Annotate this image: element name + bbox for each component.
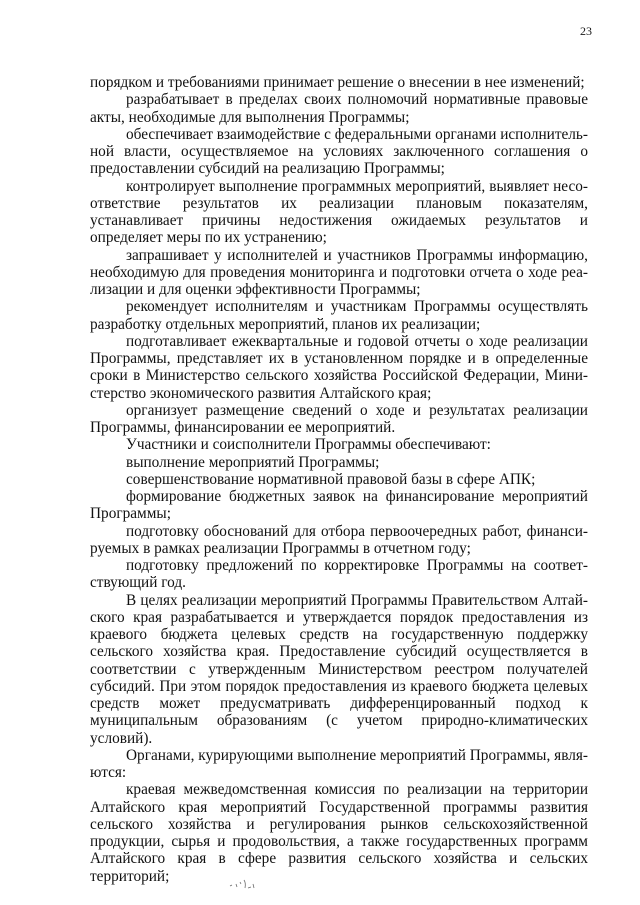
paragraph-1: порядком и требованиями принимает решение о внесении в нее изменений;: [90, 74, 585, 91]
scan-smudge: [228, 872, 268, 896]
paragraph-10: выполнение мероприятий Программы;: [126, 453, 380, 471]
paragraph-8: организует размещение сведений о ходе и результатах реализации Программы, финансировании ее мероприятий.: [90, 401, 588, 436]
paragraph-12: формирование бюджетных заявок на финансирование мероприятий Программы;: [90, 488, 588, 523]
paragraph-6: рекомендует исполнителям и участникам Программы осуществлять разработку отдельных мероприятий, планов их реализации;: [90, 298, 588, 333]
paragraph-5: запрашивает у исполнителей и участников Программы информацию, необходимую для проведения мониторинга и подготовки отчета о ходе реализации и для оценки эффективности Программы;: [90, 246, 588, 298]
paragraph-13: подготовку обоснований для отбора первоочередных работ, финансируемых в рамках реализации Программы в отчетном году;: [90, 522, 588, 557]
page-number: 23: [580, 24, 592, 38]
paragraph-9: Участники и соисполнители Программы обеспечивают:: [126, 436, 491, 454]
paragraph-4: контролирует выполнение программных мероприятий, выявляет несоответствие результатов их реализации плановым показателям, устанавливает причины недостижения ожидаемых результатов и определяет меры по их устранению;: [90, 177, 588, 247]
paragraph-15: В целях реализации мероприятий Программы Правительством Алтайского края разрабатывается и утверждается порядок предоставления из краевого бюджета целевых средств на государственную поддержку сельского хозяйства края. Предоставление субсидий осуществляется в соответствии с утвержденным Министерством реестром получателей субсидий. При этом порядок предоставления из краевого бюджета целевых средств может предусматривать дифференцированный подход к муниципальным образованиям (с учетом природно-климатических условий).: [90, 591, 588, 747]
paragraph-7: подготавливает ежеквартальные и годовой отчеты о ходе реализации Программы, представляет их в установленном порядке и в определенные сроки в Министерство сельского хозяйства Российской Федерации, Министерство экономического развития Алтайского края;: [90, 332, 588, 402]
paragraph-17: краевая межведомственная комиссия по реализации на территории Алтайского края мероприятий Государственной программы развития сельского хозяйства и регулирования рынков сельскохозяйственной продукции, сырья и продовольствия, а также государственных программ Алтайского края в сфере развития сельского хозяйства и сельских территорий;: [90, 781, 588, 885]
paragraph-3: обеспечивает взаимодействие с федеральными органами исполнительной власти, осуществляемое на условиях заключенного соглашения о предоставлении субсидий на реализацию Программы;: [90, 125, 589, 178]
paragraph-11: совершенствование нормативной правовой базы в сфере АПК;: [126, 470, 536, 488]
paragraph-14: подготовку предложений по корректировке Программы на соответствующий год.: [90, 557, 588, 592]
paragraph-16: Органами, курирующими выполнение мероприятий Программы, являются:: [90, 746, 588, 781]
body-text: [90, 74, 588, 885]
paragraph-2: разрабатывает в пределах своих полномочий нормативные правовые акты, необходимые для выполнения Программы;: [90, 91, 588, 126]
